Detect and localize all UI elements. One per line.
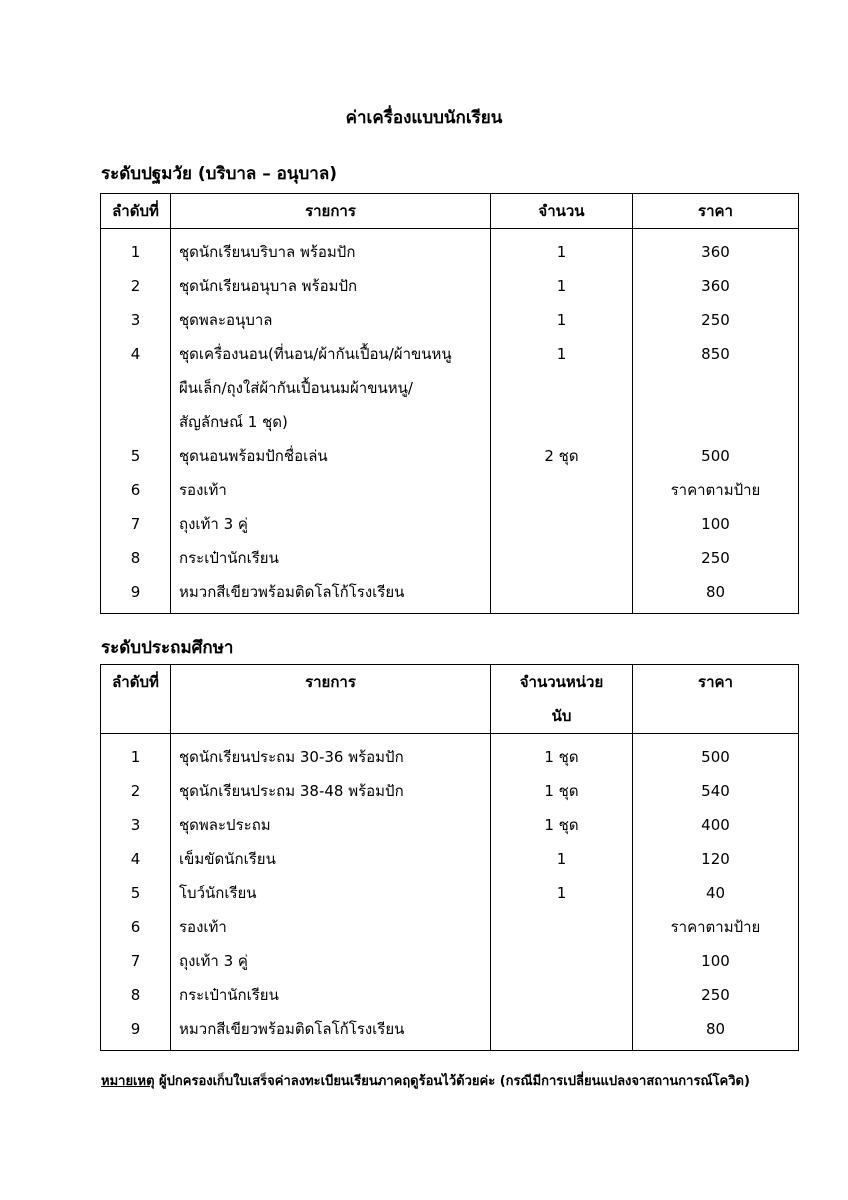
col-header-price: ราคา <box>633 665 799 734</box>
row-item: ชุดนักเรียนอนุบาล พร้อมปัก <box>171 269 491 303</box>
row-price: 80 <box>633 1012 799 1051</box>
row-item-line-3: สัญลักษณ์ 1 ชุด) <box>179 413 288 431</box>
table-header-row <box>101 665 799 734</box>
uniform-table-early-childhood <box>100 193 799 614</box>
table-row <box>101 229 799 270</box>
table-row <box>101 734 799 775</box>
row-item: ชุดนอนพร้อมปักชื่อเล่น <box>171 439 491 473</box>
table-row <box>101 507 799 541</box>
row-qty <box>491 507 633 541</box>
row-item-multiline <box>171 337 491 439</box>
row-price: 100 <box>633 944 799 978</box>
footnote-label: หมายเหตุ <box>101 1074 155 1089</box>
row-price: 360 <box>633 229 799 270</box>
row-item: กระเป๋านักเรียน <box>171 541 491 575</box>
row-qty: 1 ชุด <box>491 808 633 842</box>
row-item: กระเป๋านักเรียน <box>171 978 491 1012</box>
row-price: ราคาตามป้าย <box>633 910 799 944</box>
row-no: 3 <box>101 808 171 842</box>
row-qty <box>491 541 633 575</box>
row-no: 1 <box>101 229 171 270</box>
row-item: ถุงเท้า 3 คู่ <box>171 944 491 978</box>
row-qty <box>491 575 633 614</box>
table-row <box>101 774 799 808</box>
row-no: 4 <box>101 842 171 876</box>
row-no: 7 <box>101 507 171 541</box>
col-header-item: รายการ <box>171 665 491 734</box>
row-no: 1 <box>101 734 171 775</box>
row-qty: 1 <box>491 229 633 270</box>
table-row <box>101 473 799 507</box>
col-header-no: ลำดับที่ <box>101 665 171 734</box>
row-price: 540 <box>633 774 799 808</box>
row-price: 500 <box>633 734 799 775</box>
row-no: 9 <box>101 575 171 614</box>
row-qty <box>491 944 633 978</box>
row-no: 2 <box>101 269 171 303</box>
table-header-row <box>101 194 799 229</box>
table-row <box>101 876 799 910</box>
row-no: 5 <box>101 439 171 473</box>
row-item: เข็มขัดนักเรียน <box>171 842 491 876</box>
uniform-table-primary <box>100 664 799 1051</box>
section-heading-primary: ระดับประถมศึกษา <box>101 638 234 658</box>
section-heading-early-childhood: ระดับปฐมวัย (บริบาล – อนุบาล) <box>101 164 338 184</box>
row-price: 850 <box>633 337 799 439</box>
col-header-qty-line-1: จำนวนหน่วย <box>519 673 604 691</box>
row-no: 8 <box>101 978 171 1012</box>
row-no: 3 <box>101 303 171 337</box>
table-row <box>101 1012 799 1051</box>
page-title: ค่าเครื่องแบบนักเรียน <box>345 108 503 128</box>
row-no: 6 <box>101 473 171 507</box>
table-row <box>101 269 799 303</box>
row-item: รองเท้า <box>171 910 491 944</box>
row-price: 360 <box>633 269 799 303</box>
row-qty <box>491 978 633 1012</box>
row-price: ราคาตามป้าย <box>633 473 799 507</box>
row-no: 8 <box>101 541 171 575</box>
row-price: 250 <box>633 541 799 575</box>
col-header-no: ลำดับที่ <box>101 194 171 229</box>
row-no: 2 <box>101 774 171 808</box>
row-price: 250 <box>633 978 799 1012</box>
table-row <box>101 808 799 842</box>
col-header-qty <box>491 665 633 734</box>
col-header-price: ราคา <box>633 194 799 229</box>
row-price: 250 <box>633 303 799 337</box>
row-qty: 1 ชุด <box>491 734 633 775</box>
row-item: ชุดพละประถม <box>171 808 491 842</box>
col-header-qty: จำนวน <box>491 194 633 229</box>
table-row <box>101 541 799 575</box>
row-qty: 1 <box>491 337 633 439</box>
table-row <box>101 439 799 473</box>
row-item: ชุดนักเรียนประถม 38-48 พร้อมปัก <box>171 774 491 808</box>
row-price: 120 <box>633 842 799 876</box>
row-qty: 1 <box>491 269 633 303</box>
row-no: 5 <box>101 876 171 910</box>
row-qty: 1 <box>491 842 633 876</box>
footnote-text: ผู้ปกครองเก็บใบเสร็จค่าลงทะเบียนเรียนภาคฤดูร้อนไว้ด้วยค่ะ (กรณีมีการเปลี่ยนแปลงจาสถานการณ์โควิด) <box>154 1074 750 1089</box>
col-header-qty-line-2: นับ <box>551 707 572 725</box>
table-row <box>101 978 799 1012</box>
row-price: 100 <box>633 507 799 541</box>
row-price: 40 <box>633 876 799 910</box>
row-qty: 1 ชุด <box>491 774 633 808</box>
row-item: หมวกสีเขียวพร้อมติดโลโก้โรงเรียน <box>171 575 491 614</box>
row-qty <box>491 473 633 507</box>
row-item: ชุดนักเรียนประถม 30-36 พร้อมปัก <box>171 734 491 775</box>
row-item-line-2: ผืนเล็ก/ถุงใส่ผ้ากันเปื้อนนมผ้าขนหนู/ <box>179 379 413 397</box>
table-row <box>101 842 799 876</box>
row-qty <box>491 1012 633 1051</box>
row-item: ถุงเท้า 3 คู่ <box>171 507 491 541</box>
row-item: ชุดพละอนุบาล <box>171 303 491 337</box>
row-item: หมวกสีเขียวพร้อมติดโลโก้โรงเรียน <box>171 1012 491 1051</box>
table-row <box>101 944 799 978</box>
row-item: รองเท้า <box>171 473 491 507</box>
row-item: โบว์นักเรียน <box>171 876 491 910</box>
row-item: ชุดนักเรียนบริบาล พร้อมปัก <box>171 229 491 270</box>
col-header-item: รายการ <box>171 194 491 229</box>
row-price: 400 <box>633 808 799 842</box>
row-no: 4 <box>101 337 171 439</box>
table-row <box>101 337 799 439</box>
footnote <box>101 1070 821 1091</box>
table-row <box>101 575 799 614</box>
row-no: 6 <box>101 910 171 944</box>
row-price: 80 <box>633 575 799 614</box>
row-qty: 1 <box>491 876 633 910</box>
row-qty: 2 ชุด <box>491 439 633 473</box>
row-price: 500 <box>633 439 799 473</box>
row-item-line-1: ชุดเครื่องนอน(ที่นอน/ผ้ากันเปื้อน/ผ้าขนหนู <box>179 345 452 363</box>
table-row <box>101 303 799 337</box>
row-qty: 1 <box>491 303 633 337</box>
table-row <box>101 910 799 944</box>
row-no: 9 <box>101 1012 171 1051</box>
row-no: 7 <box>101 944 171 978</box>
row-qty <box>491 910 633 944</box>
